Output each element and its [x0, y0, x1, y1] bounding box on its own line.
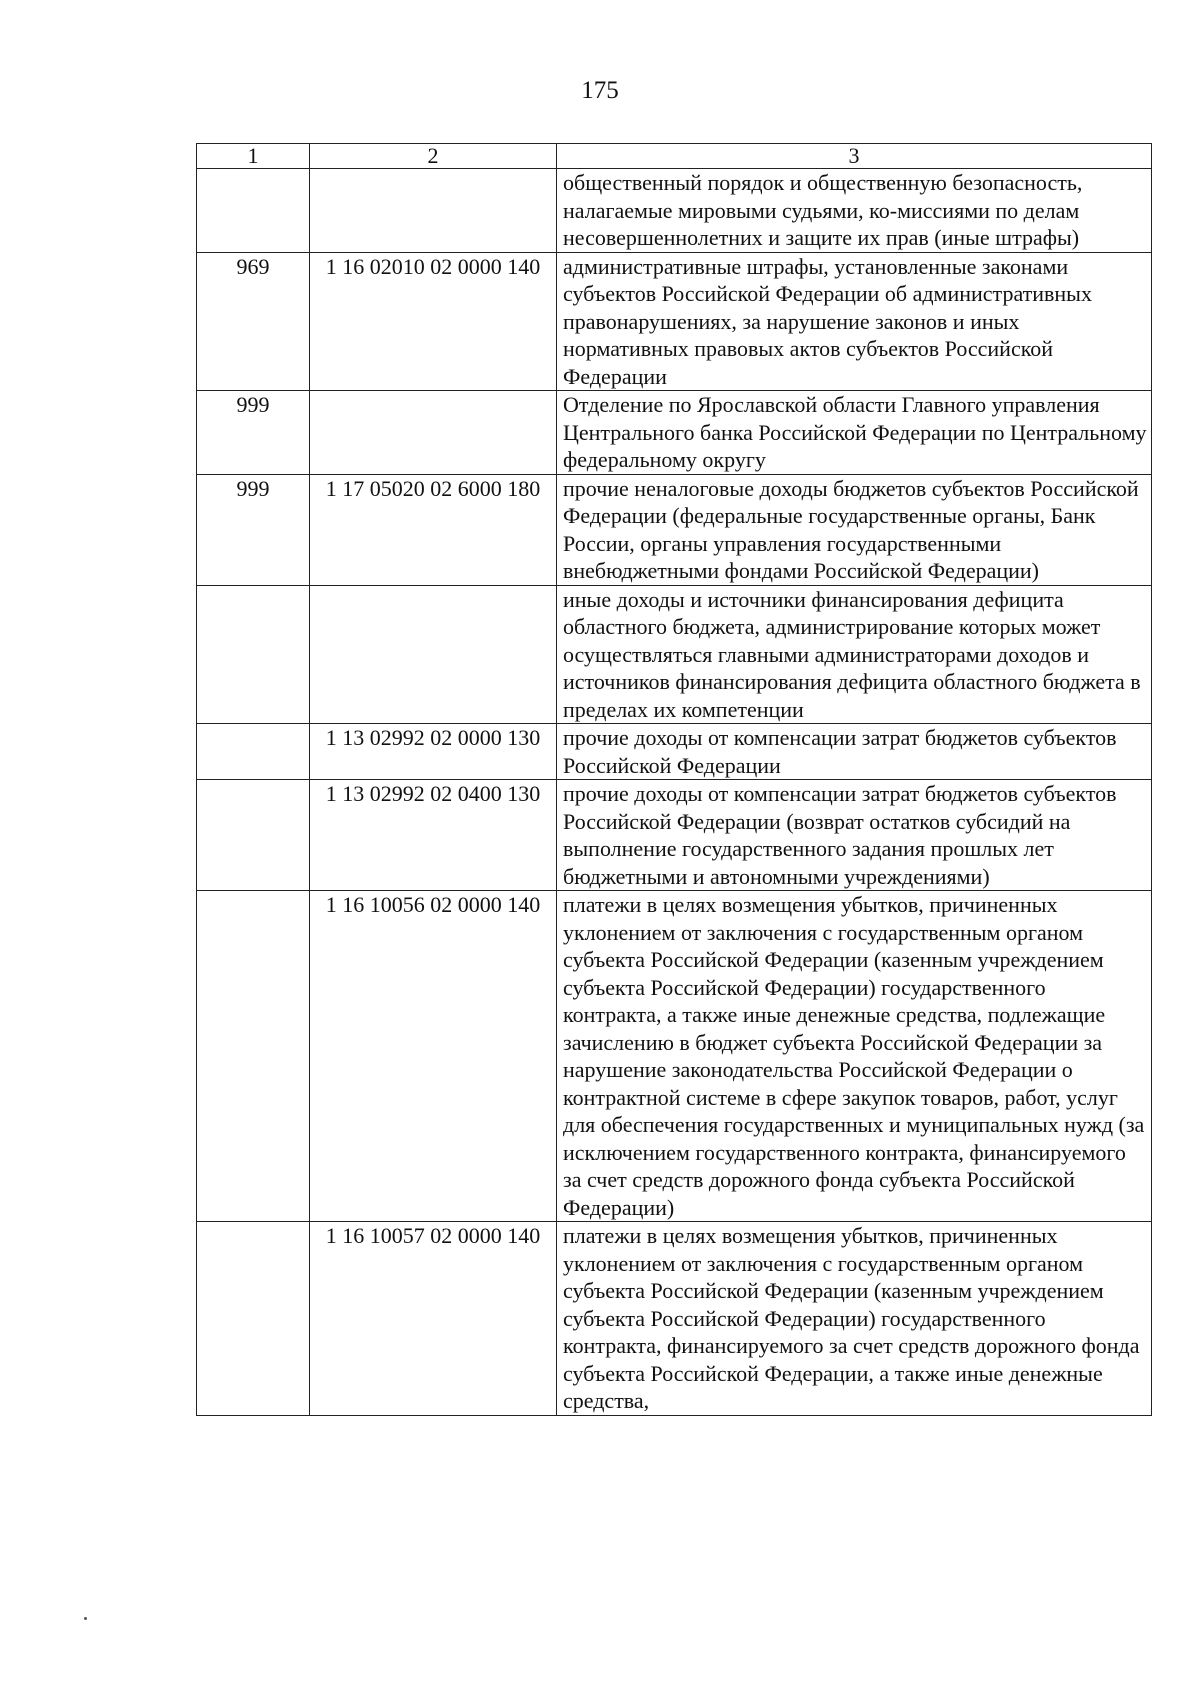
description-cell: прочие доходы от компенсации затрат бюджетов субъектов Российской Федерации [557, 724, 1152, 780]
scan-speck [84, 1617, 87, 1620]
admin-code-cell: 999 [197, 474, 310, 585]
column-header-2: 2 [310, 144, 557, 169]
admin-code-cell [197, 169, 310, 253]
table-row [197, 585, 1152, 724]
admin-code-cell [197, 1222, 310, 1416]
description-cell: платежи в целях возмещения убытков, причиненных уклонением от заключения с государственным органом субъекта Российской Федерации (казенным учреждением субъекта Российской Федерации) государственного контракта, финансируемого за счет средств дорожного фонда субъекта Российской Федерации, а также иные денежные средства, [557, 1222, 1152, 1416]
budget-code-cell: 1 16 02010 02 0000 140 [310, 252, 557, 391]
column-header-1: 1 [197, 144, 310, 169]
description-cell: иные доходы и источники финансирования дефицита областного бюджета, администрирование которых может осуществляться главными администраторами доходов и источников финансирования дефицита областного бюджета в пределах их компетенции [557, 585, 1152, 724]
table-row [197, 252, 1152, 391]
description-cell: прочие доходы от компенсации затрат бюджетов субъектов Российской Федерации (возврат остатков субсидий на выполнение государственного задания прошлых лет бюджетными и автономными учреждениями) [557, 780, 1152, 891]
description-cell: платежи в целях возмещения убытков, причиненных уклонением от заключения с государственным органом субъекта Российской Федерации (казенным учреждением субъекта Российской Федерации) государственного контракта, а также иные денежные средства, подлежащие зачислению в бюджет субъекта Российской Федерации за нарушение законодательства Российской Федерации о контрактной системе в сфере закупок товаров, работ, услуг для обеспечения государственных и муниципальных нужд (за исключением государственного контракта, финансируемого за счет средств дорожного фонда субъекта Российской Федерации) [557, 891, 1152, 1222]
table-row [197, 1222, 1152, 1416]
admin-code-cell: 969 [197, 252, 310, 391]
table-row [197, 724, 1152, 780]
table-row [197, 891, 1152, 1222]
budget-code-cell [310, 585, 557, 724]
admin-code-cell [197, 780, 310, 891]
column-header-3: 3 [557, 144, 1152, 169]
budget-code-cell [310, 391, 557, 475]
description-cell: общественный порядок и общественную безопасность, налагаемые мировыми судьями, ко-миссиями по делам несовершеннолетних и защите их прав (иные штрафы) [557, 169, 1152, 253]
budget-code-cell: 1 16 10057 02 0000 140 [310, 1222, 557, 1416]
admin-code-cell [197, 724, 310, 780]
table-row [197, 169, 1152, 253]
table-row [197, 474, 1152, 585]
table-row [197, 391, 1152, 475]
admin-code-cell [197, 891, 310, 1222]
budget-code-cell [310, 169, 557, 253]
budget-code-cell: 1 17 05020 02 6000 180 [310, 474, 557, 585]
table-header-row [197, 144, 1152, 169]
table-row [197, 780, 1152, 891]
budget-code-cell: 1 13 02992 02 0000 130 [310, 724, 557, 780]
page-number: 175 [581, 77, 619, 104]
budget-code-cell: 1 16 10056 02 0000 140 [310, 891, 557, 1222]
description-cell: прочие неналоговые доходы бюджетов субъектов Российской Федерации (федеральные государственные органы, Банк России, органы управления государственными внебюджетными фондами Российской Федерации) [557, 474, 1152, 585]
budget-classification-table [196, 143, 1152, 1416]
admin-code-cell [197, 585, 310, 724]
budget-code-cell: 1 13 02992 02 0400 130 [310, 780, 557, 891]
description-cell: Отделение по Ярославской области Главного управления Центрального банка Российской Федерации по Центральному федеральному округу [557, 391, 1152, 475]
admin-code-cell: 999 [197, 391, 310, 475]
description-cell: административные штрафы, установленные законами субъектов Российской Федерации об административных правонарушениях, за нарушение законов и иных нормативных правовых актов субъектов Российской Федерации [557, 252, 1152, 391]
